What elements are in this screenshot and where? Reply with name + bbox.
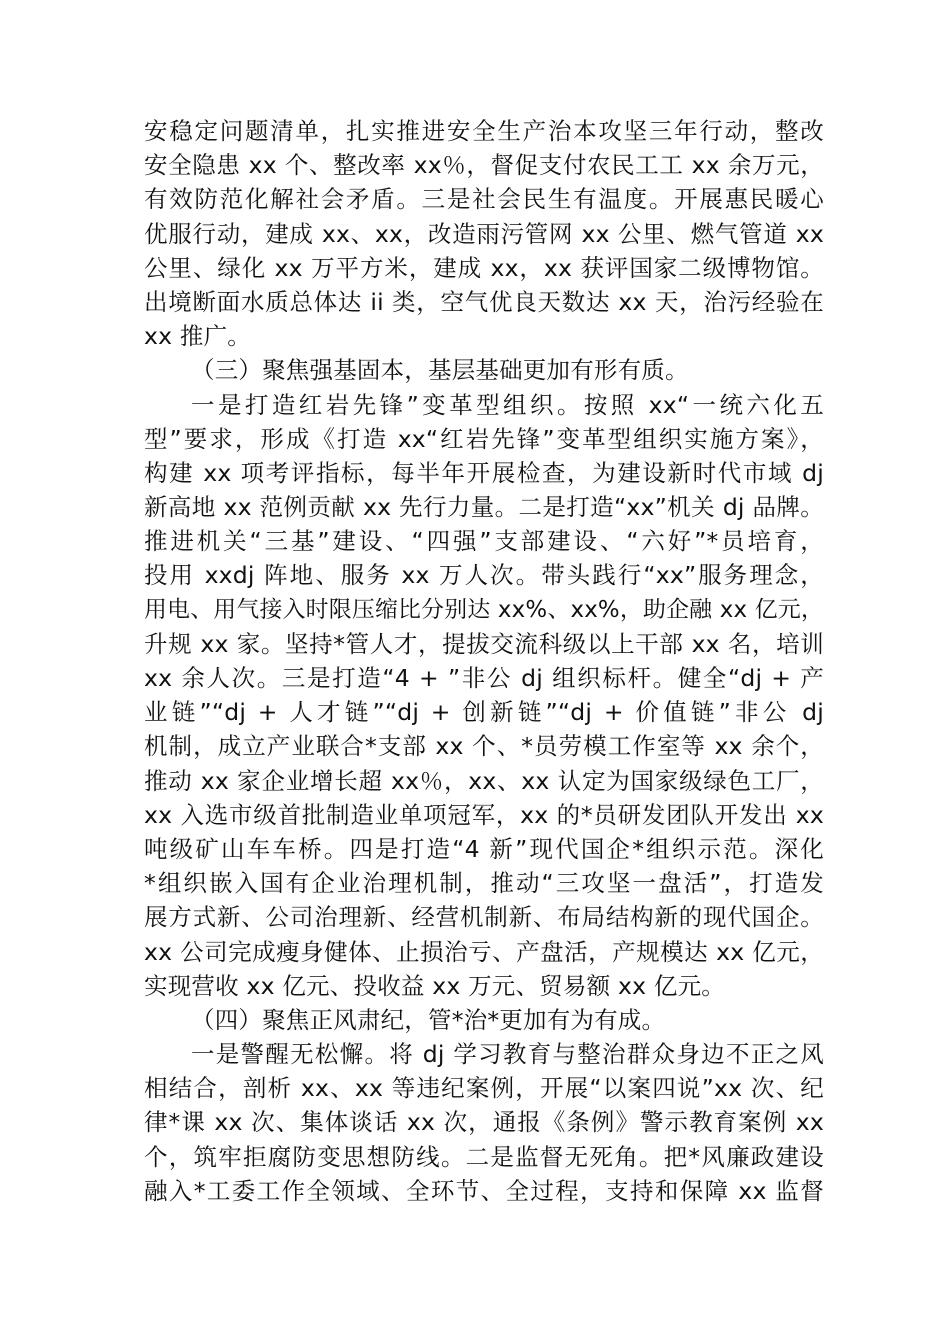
text-line: 业链”“dj + 人才链”“dj + 创新链”“dj + 价值链”非公 dj — [144, 698, 824, 727]
text-line: 型”要求，形成《打造 xx“红岩先锋”变革型组织实施方案》， — [144, 424, 824, 453]
text-line: 投用 xxdj 阵地、服务 xx 万人次。带头践行“xx”服务理念， — [144, 561, 824, 590]
text-line: 新高地 xx 范例贡献 xx 先行力量。二是打造“xx”机关 dj 品牌。 — [144, 493, 824, 522]
section-heading: （四）聚焦正风肃纪，管*治*更加有为有成。 — [191, 1005, 666, 1034]
text-line: 机制，成立产业联合*支部 xx 个、*员劳模工作室等 xx 余个， — [144, 732, 824, 761]
text-line: 安稳定问题清单，扎实推进安全生产治本攻坚三年行动，整改 — [144, 117, 824, 145]
text-line: 出境断面水质总体达 ii 类，空气优良天数达 xx 天，治污经验在 — [144, 287, 824, 316]
text-line: xx 入选市级首批制造业单项冠军，xx 的*员研发团队开发出 xx — [144, 800, 824, 829]
text-line: xx 余人次。三是打造“4 + ”非公 dj 组织标杆。健全“dj + 产 — [144, 664, 824, 692]
text-line: 公里、绿化 xx 万平方米，建成 xx，xx 获评国家二级博物馆。 — [144, 253, 824, 282]
text-line: 有效防范化解社会矛盾。三是社会民生有温度。开展惠民暖心 — [144, 185, 824, 214]
text-line: xx 公司完成瘦身健体、止损治亏、产盘活，产规模达 xx 亿元， — [144, 937, 824, 966]
text-line: 个，筑牢拒腐防变思想防线。二是监督无死角。把*风廉政建设 — [144, 1142, 824, 1171]
text-line: 构建 xx 项考评指标，每半年开展检查，为建设新时代市域 dj — [144, 458, 824, 487]
text-line: 实现营收 xx 亿元、投收益 xx 万元、贸易额 xx 亿元。 — [144, 971, 725, 1000]
text-line: 融入*工委工作全领域、全环节、全过程，支持和保障 xx 监督 — [144, 1176, 824, 1205]
text-line: 一是警醒无松懈。将 dj 学习教育与整治群众身边不正之风 — [191, 1040, 824, 1069]
text-line: 相结合，剖析 xx、xx 等违纪案例，开展“以案四说”xx 次、纪 — [144, 1074, 824, 1103]
text-line: 用电、用气接入时限压缩比分别达 xx%、xx%，助企融 xx 亿元， — [144, 596, 824, 623]
text-line: 律*课 xx 次、集体谈话 xx 次，通报《条例》警示教育案例 xx — [144, 1108, 824, 1137]
document-body-text — [144, 114, 824, 1208]
text-line: xx 推广。 — [144, 322, 251, 351]
text-line: *组织嵌入国有企业治理机制，推动“三攻坚一盘活”，打造发 — [144, 869, 824, 898]
text-line: 推动 xx 家企业增长超 xx％，xx、xx 认定为国家级绿色工厂， — [144, 766, 824, 795]
text-line: 一是打造红岩先锋”变革型组织。按照 xx“一统六化五 — [191, 390, 824, 419]
text-line: 安全隐患 xx 个、整改率 xx％，督促支付农民工工 xx 余万元， — [144, 151, 824, 180]
text-line: 吨级矿山车车桥。四是打造“4 新”现代国企*组织示范。深化 — [144, 834, 824, 863]
text-line: 升规 xx 家。坚持*管人才，提拔交流科级以上干部 xx 名，培训 — [144, 629, 824, 658]
text-line: 推进机关“三基”建设、“四强”支部建设、“六好”*员培育， — [144, 527, 824, 556]
text-line: 展方式新、公司治理新、经营机制新、布局结构新的现代国企。 — [144, 903, 824, 932]
section-heading: （三）聚焦强基固本，基层基础更加有形有质。 — [191, 356, 689, 385]
text-line: 优服行动，建成 xx、xx，改造雨污管网 xx 公里、燃气管道 xx — [144, 219, 824, 248]
